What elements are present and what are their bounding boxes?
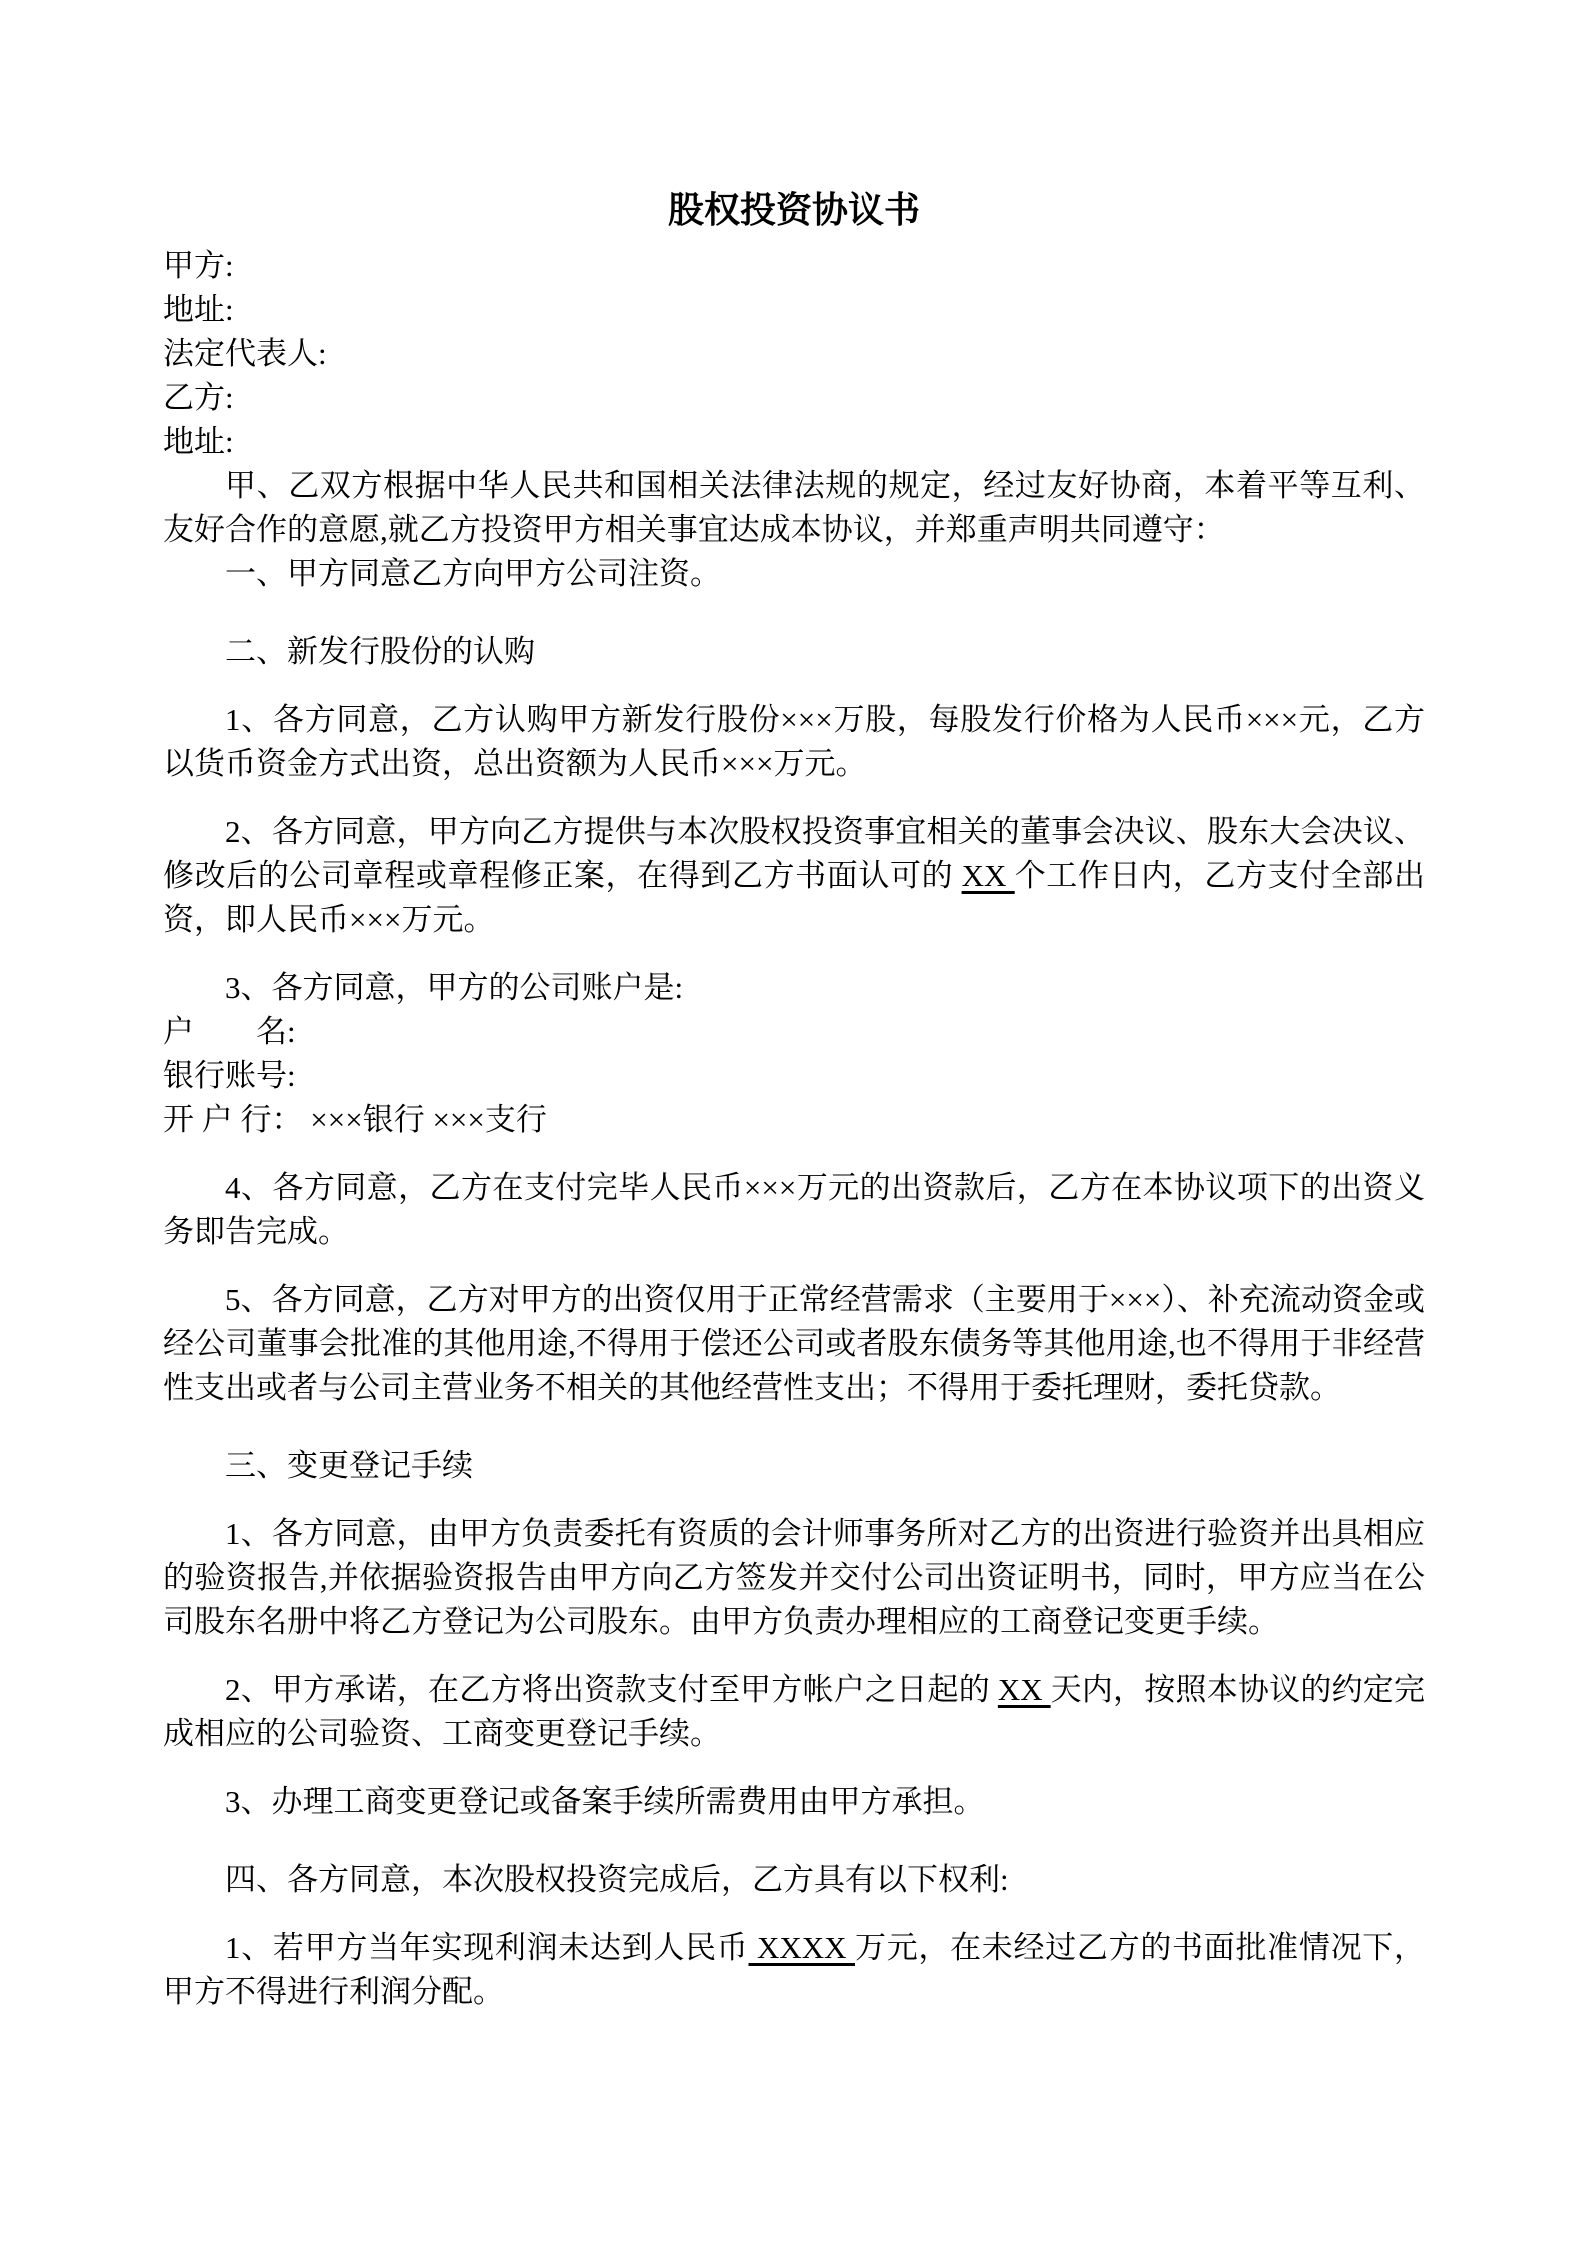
text-segment: 2、各方同意，甲方向乙方提供与本次股权投资事宜相关的董事会决议、股东大会决议、修改后的公司章程或章程修正案，在得到乙方书面认可的 [163,814,1425,893]
text-segment: 个工作日内，乙方支付全部出资，即人民币×××万元。 [163,858,1425,937]
legal-representative-label: 法定代表人: [163,336,327,371]
party-b-address-label: 地址: [163,424,234,459]
section-2-item-4: 4、各方同意，乙方在支付完毕人民币×××万元的出资款后，乙方在本协议项下的出资义务即告完成。 [163,1170,1425,1249]
section-4-item-1 [163,1926,1425,2014]
text-segment: 2、甲方承诺，在乙方将出资款支付至甲方帐户之日起的 [225,1672,998,1707]
party-a-address-label: 地址: [163,292,234,327]
section-4-heading: 四、各方同意，本次股权投资完成后，乙方具有以下权利: [225,1862,1009,1897]
section-2-item-3: 3、各方同意，甲方的公司账户是: [225,970,684,1005]
section-3-item-3: 3、办理工商变更登记或备案手续所需费用由甲方承担。 [225,1784,985,1819]
party-b-label: 乙方: [163,380,234,415]
bank-account-number-label: 银行账号: [163,1058,296,1093]
section-3-item-2 [163,1668,1425,1756]
text-segment: 天内，按照本协议的约定完成相应的公司验资、工商变更登记手续。 [163,1672,1426,1751]
contract-document-body [163,186,1425,2014]
blank-fill-in-field: XXXX [748,1930,855,1965]
account-name-label: 户 名: [163,1014,296,1049]
doc-title: 股权投资协议书 [667,190,920,230]
section-2-item-2 [163,810,1425,942]
section-3-heading: 三、变更登记手续 [225,1448,473,1483]
section-2-item-5: 5、各方同意，乙方对甲方的出资仅用于正常经营需求（主要用于×××）、补充流动资金或经公司董事会批准的其他用途,不得用于偿还公司或者股东债务等其他用途,也不得用于非经营性支出或者与公司主营业务不相关的其他经营性支出；不得用于委托理财，委托贷款。 [163,1282,1425,1405]
text-segment: 万元，在未经过乙方的书面批准情况下，甲方不得进行利润分配。 [163,1930,1425,2009]
section-3-item-1: 1、各方同意，由甲方负责委托有资质的会计师事务所对乙方的出资进行验资并出具相应的验资报告,并依据验资报告由甲方向乙方签发并交付公司出资证明书，同时，甲方应当在公司股东名册中将乙方登记为公司股东。由甲方负责办理相应的工商登记变更手续。 [163,1516,1425,1639]
text-segment: 1、若甲方当年实现利润未达到人民币 [225,1930,749,1965]
section-2-heading: 二、新发行股份的认购 [225,634,535,669]
blank-fill-in-field: XX [997,1672,1051,1707]
blank-fill-in-field: XX [961,858,1015,893]
section-2-item-1: 1、各方同意，乙方认购甲方新发行股份×××万股，每股发行价格为人民币×××元，乙方以货币资金方式出资，总出资额为人民币×××万元。 [163,702,1425,781]
intro-paragraph: 甲、乙双方根据中华人民共和国相关法律法规的规定，经过友好协商，本着平等互利、友好合作的意愿,就乙方投资甲方相关事宜达成本协议，并郑重声明共同遵守： [163,468,1425,547]
party-a-label: 甲方: [163,248,234,283]
clause-1: 一、甲方同意乙方向甲方公司注资。 [225,556,721,591]
bank-branch-label: 开 户 行： ×××银行 ×××支行 [163,1102,547,1137]
